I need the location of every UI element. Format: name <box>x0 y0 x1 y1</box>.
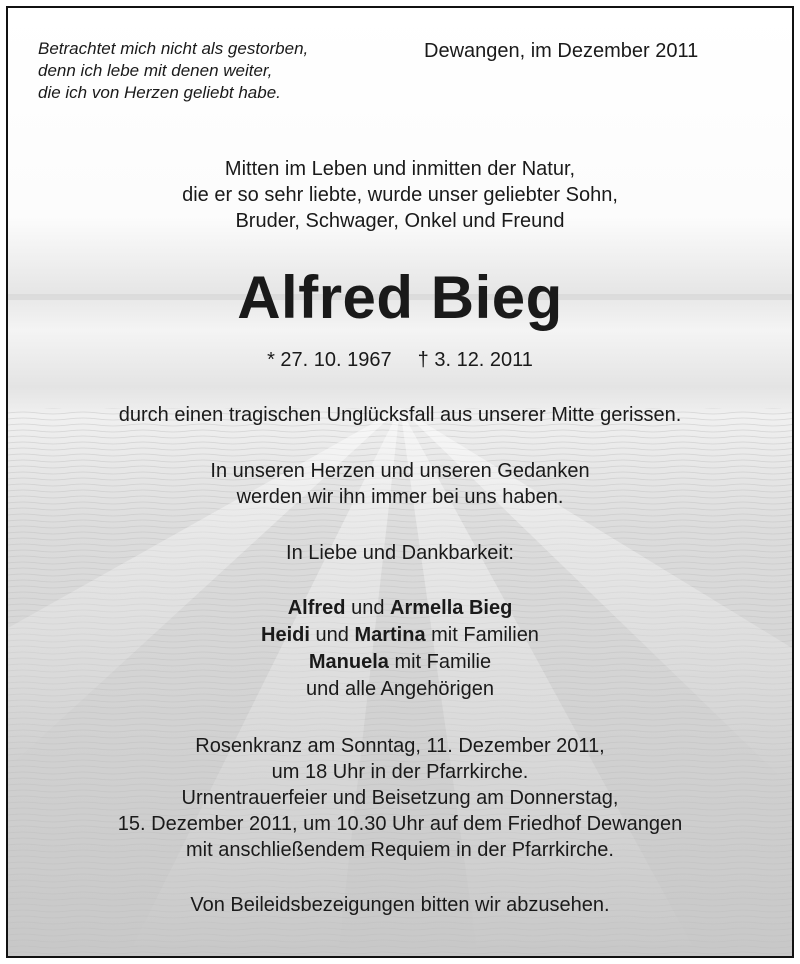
mourners-row: und alle Angehörigen <box>306 678 494 700</box>
mourners-row <box>8 595 792 622</box>
mourners-row <box>8 622 792 649</box>
poem-line: Betrachtet mich nicht als gestorben, <box>38 39 309 58</box>
life-dates <box>8 347 792 373</box>
mourner-suffix: mit Familie <box>394 651 492 673</box>
mourner-name: Heidi <box>261 624 310 646</box>
remembrance-line: In unseren Herzen und unseren Gedanken <box>210 460 590 482</box>
service-line: Urnentrauerfeier und Beisetzung am Donnerstag, <box>181 787 619 809</box>
obituary-notice <box>6 6 794 958</box>
deceased-name: Alfred Bieg <box>237 264 563 331</box>
service-line: 15. Dezember 2011, um 10.30 Uhr auf dem Friedhof Dewangen <box>117 813 683 835</box>
mourner-name: Martina <box>354 624 426 646</box>
memorial-poem <box>38 38 398 104</box>
service-line: Rosenkranz am Sonntag, 11. Dezember 2011, <box>195 735 605 757</box>
service-line: um 18 Uhr in der Pfarrkirche. <box>271 761 529 783</box>
mourner-name: Alfred <box>287 597 346 619</box>
notice-text <box>8 8 792 956</box>
birth-symbol: * <box>267 349 275 371</box>
poem-line: denn ich lebe mit denen weiter, <box>38 61 273 80</box>
remembrance-line: werden wir ihn immer bei uns haben. <box>236 486 564 508</box>
death-cross-symbol: † <box>417 349 429 371</box>
mourner-conjunction: und <box>351 597 385 619</box>
mourner-name: Manuela <box>308 651 389 673</box>
intro-line: Mitten im Leben und inmitten der Natur, <box>224 158 576 180</box>
service-details <box>8 733 792 863</box>
mourner-name: Armella Bieg <box>390 597 513 619</box>
intro-text <box>8 156 792 234</box>
mourners-list <box>8 595 792 703</box>
closing-request: Von Beileidsbezeigungen bitten wir abzusehen. <box>190 894 610 916</box>
mourner-conjunction: und <box>315 624 349 646</box>
death-date: 3. 12. 2011 <box>434 349 533 371</box>
place-date: Dewangen, im Dezember 2011 <box>424 40 699 62</box>
intro-line: Bruder, Schwager, Onkel und Freund <box>235 210 565 232</box>
mourners-row <box>8 649 792 676</box>
remembrance-text <box>8 458 792 510</box>
service-line: mit anschließendem Requiem in der Pfarrkirche. <box>186 839 614 861</box>
gratitude-line: In Liebe und Dankbarkeit: <box>286 542 514 564</box>
intro-line: die er so sehr liebte, wurde unser geliebter Sohn, <box>182 184 618 206</box>
poem-line: die ich von Herzen geliebt habe. <box>38 83 281 102</box>
cause-of-death: durch einen tragischen Unglücksfall aus unserer Mitte gerissen. <box>118 404 682 426</box>
birth-date: 27. 10. 1967 <box>280 349 392 371</box>
mourner-suffix: mit Familien <box>431 624 539 646</box>
